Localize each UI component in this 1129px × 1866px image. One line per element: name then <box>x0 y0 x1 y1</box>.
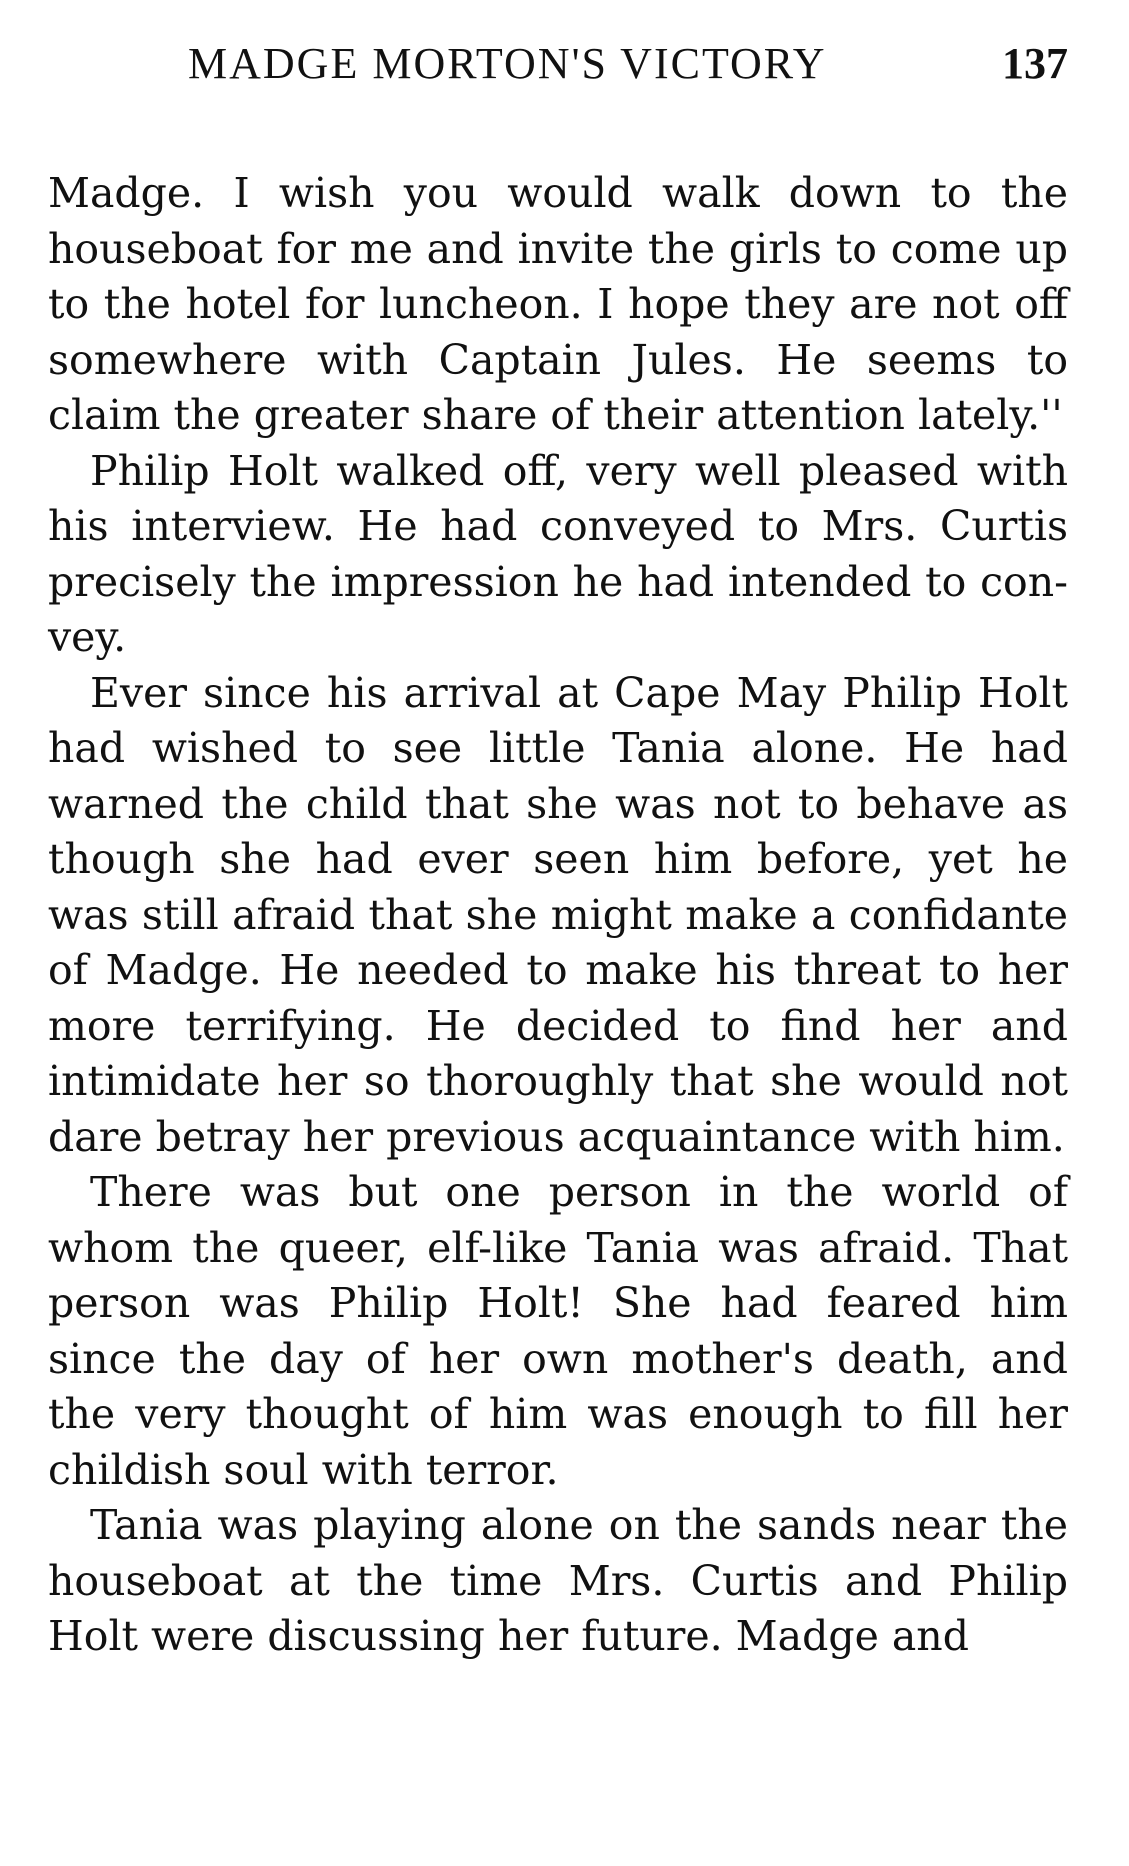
running-head <box>48 38 1068 98</box>
book-page <box>48 38 1068 1665</box>
running-title: MADGE MORTON'S VICTORY <box>188 39 827 88</box>
paragraph-2: Philip Holt walked off, very well pleased with his interview. He had conveyed to Mrs. Curtis precisely the impression he had intended to convey. <box>48 446 1068 661</box>
page-number: 137 <box>1002 39 1068 88</box>
paragraph-3: Ever since his arrival at Cape May Philip Holt had wished to see little Tania alone. He had warned the child that she was not to behave as though she had ever seen him before, yet he was still afraid that she might make a confidante of Madge. He needed to make his threat to her more terrifying. He decided to find her and intimidate her so thoroughly that she would not dare betray her previous acquaintance with him. <box>48 668 1068 1161</box>
paragraph-1: Madge. I wish you would walk down to the houseboat for me and invite the girls to come up to the hotel for luncheon. I hope they are not off somewhere with Captain Jules. He seems to claim the greater share of their attention lately.'' <box>48 169 1068 439</box>
body-text <box>48 166 1068 1665</box>
paragraph-5: Tania was playing alone on the sands near the houseboat at the time Mrs. Curtis and Philip Holt were discussing her future. Madge and <box>48 1501 1068 1660</box>
paragraph-4: There was but one person in the world of whom the queer, elf-like Tania was afraid. That person was Philip Holt! She had feared him since the day of her own mother's death, and the very thought of him was enough to fill her childish soul with terror. <box>48 1168 1068 1494</box>
